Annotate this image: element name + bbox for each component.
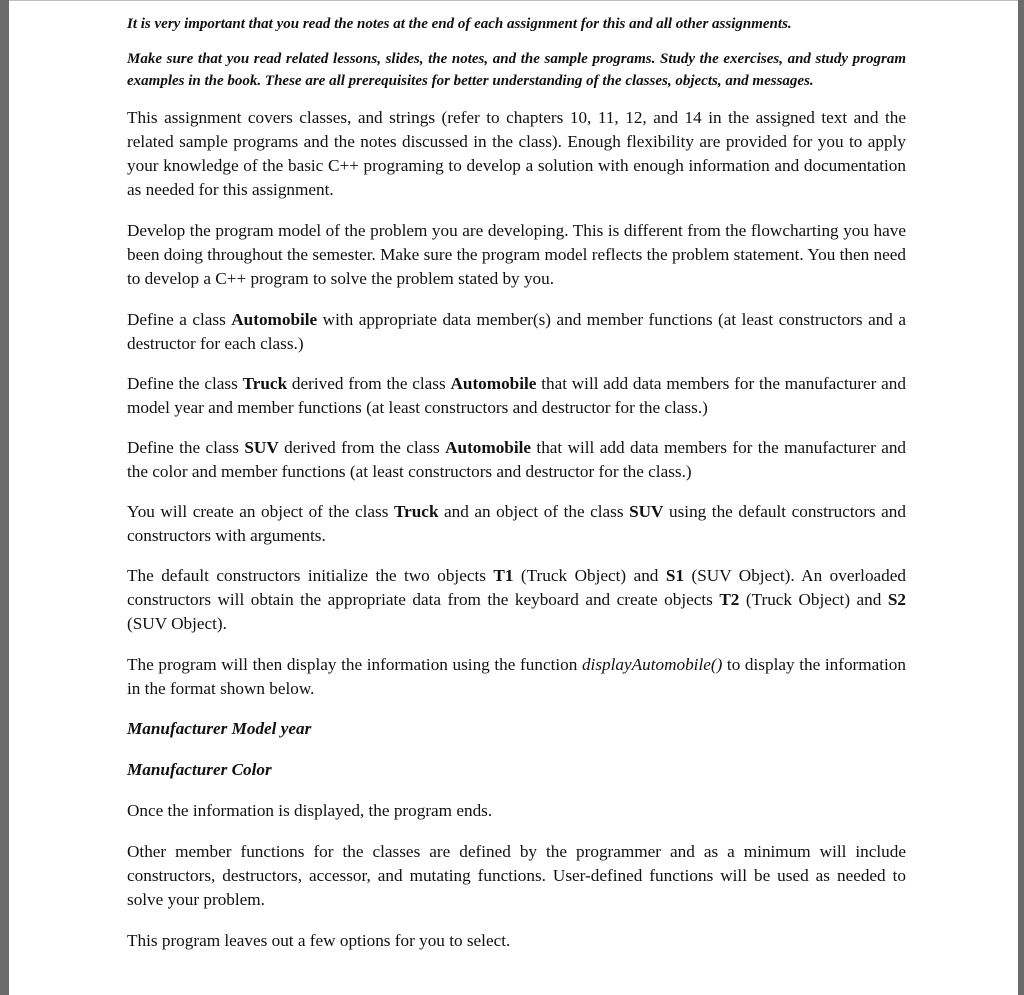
text-run: (Truck Object) and bbox=[513, 566, 666, 585]
class-name-suv: SUV bbox=[244, 438, 279, 457]
format-line-suv: Manufacturer Color bbox=[127, 760, 272, 779]
paragraph-member-functions: Other member functions for the classes are defined by the programmer and as a minimum will include constructors, destructors, accessor, and mutating functions. User-defined functions will be used as needed to solve your problem. bbox=[127, 842, 906, 909]
format-line-truck: Manufacturer Model year bbox=[127, 719, 312, 738]
text-run: using the default constructors and constructors with arguments. bbox=[127, 502, 906, 545]
text-run: The program will then display the information using the function bbox=[127, 655, 582, 674]
document-content bbox=[127, 13, 906, 970]
object-name-s1: S1 bbox=[665, 566, 685, 585]
class-name-automobile: Automobile bbox=[231, 310, 318, 329]
class-name-truck: Truck bbox=[242, 374, 288, 393]
paragraph-constructors bbox=[127, 564, 906, 636]
document-page bbox=[9, 1, 1018, 995]
text-run: (SUV Object). bbox=[127, 614, 227, 633]
text-run: that will add data members for the manufacturer and the color and member functions (at least constructors and destructor for the class.) bbox=[127, 438, 907, 481]
paragraph-define-suv bbox=[127, 436, 906, 484]
text-run: derived from the class bbox=[278, 438, 446, 457]
class-name-automobile: Automobile bbox=[450, 374, 537, 393]
left-window-edge bbox=[0, 0, 9, 995]
right-window-edge bbox=[1018, 0, 1024, 995]
prerequisites-note: Make sure that you read related lessons, slides, the notes, and the sample programs. Study the exercises, and study program examples in the book. These are all prerequisites for better understanding of the classes, objects, and messages. bbox=[127, 51, 906, 89]
paragraph-define-truck bbox=[127, 372, 906, 420]
text-run: (SUV Object). An overloaded constructors will obtain the appropriate data from the keyboard and create objects bbox=[127, 566, 907, 609]
object-name-t1: T1 bbox=[493, 566, 514, 585]
text-run: Define a class bbox=[127, 310, 232, 329]
text-run: The default constructors initialize the two objects bbox=[127, 566, 494, 585]
paragraph-program-model: Develop the program model of the problem you are developing. This is different from the flowcharting you have been doing throughout the semester. Make sure the program model reflects the problem statement. You then need to develop a C++ program to solve the problem stated by you. bbox=[127, 221, 906, 288]
paragraph-program-ends: Once the information is displayed, the program ends. bbox=[127, 801, 493, 820]
text-run: and an object of the class bbox=[438, 502, 630, 521]
text-run: derived from the class bbox=[287, 374, 451, 393]
text-run: to display the information in the format shown below. bbox=[127, 655, 906, 698]
paragraph-display bbox=[127, 653, 906, 701]
text-run: that will add data members for the manufacturer and model year and member functions (at least constructors and destructor for the class.) bbox=[127, 374, 906, 417]
important-note: It is very important that you read the notes at the end of each assignment for this and all other assignments. bbox=[127, 16, 792, 32]
class-name-suv: SUV bbox=[629, 502, 664, 521]
object-name-s2: S2 bbox=[887, 590, 906, 609]
paragraph-create-objects bbox=[127, 500, 906, 548]
function-name-display-automobile: displayAutomobile() bbox=[581, 655, 723, 674]
class-name-automobile: Automobile bbox=[445, 438, 532, 457]
paragraph-define-automobile bbox=[127, 308, 906, 356]
object-name-t2: T2 bbox=[719, 590, 740, 609]
text-run: You will create an object of the class bbox=[127, 502, 394, 521]
paragraph-assignment-scope: This assignment covers classes, and strings (refer to chapters 10, 11, 12, and 14 in the assigned text and the related sample programs and the notes discussed in the class). Enough flexibility are provided for you to apply your knowledge of the basic C++ programing to develop a solution with enough information and documentation as needed for this assignment. bbox=[127, 108, 906, 199]
text-run: with appropriate data member(s) and member functions (at least constructors and a destructor for each class.) bbox=[127, 310, 906, 353]
class-name-truck: Truck bbox=[393, 502, 439, 521]
text-run: Define the class bbox=[127, 438, 245, 457]
text-run: (Truck Object) and bbox=[739, 590, 888, 609]
paragraph-options: This program leaves out a few options for you to select. bbox=[127, 931, 511, 950]
text-run: Define the class bbox=[127, 374, 243, 393]
